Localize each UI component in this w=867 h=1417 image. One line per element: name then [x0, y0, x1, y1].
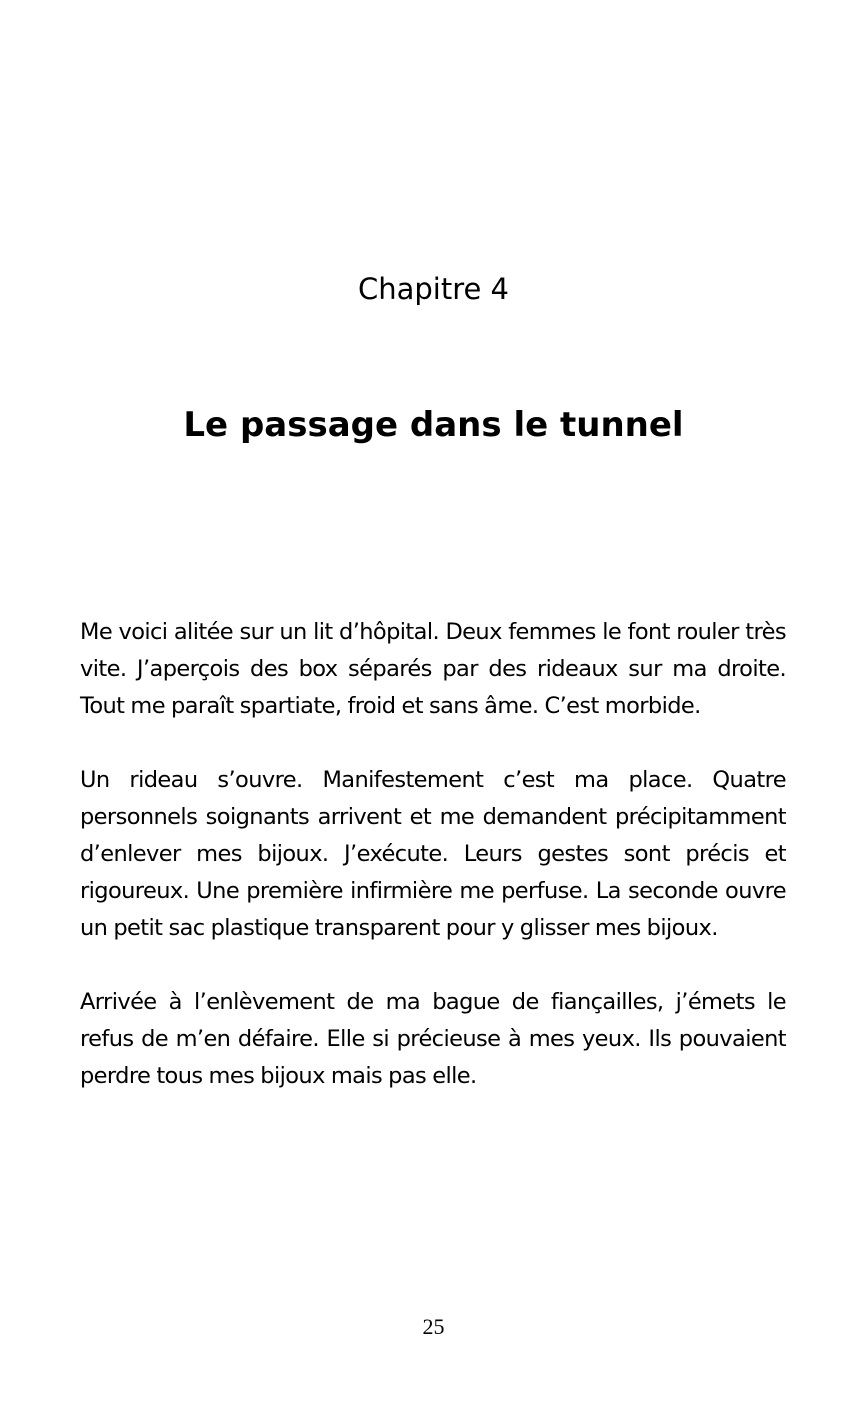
- paragraph-3: Arrivée à l’enlèvement de ma bague de fiançailles, j’émets le refus de m’en défaire. Elle si précieuse à mes yeux. Ils pouvaient perdre tous mes bijoux mais pas elle.: [80, 989, 786, 1089]
- page-number: 25: [422, 1314, 445, 1339]
- chapter-body: [80, 614, 786, 1132]
- chapter-title: Le passage dans le tunnel: [183, 405, 684, 445]
- paragraph-2: Un rideau s’ouvre. Manifestement c’est ma place. Quatre personnels soignants arrivent et me demandent précipitamment d’enlever mes bijoux. J’exécute. Leurs gestes sont précis et rigoureux. Une première infirmière me perfuse. La seconde ouvre un petit sac plastique transparent pour y glisser mes bijoux.: [80, 767, 786, 941]
- chapter-label: Chapitre 4: [357, 272, 510, 306]
- paragraph-1: Me voici alitée sur un lit d’hôpital. Deux femmes le font rouler très vite. J’aperçois des box séparés par des rideaux sur ma droite. Tout me paraît spartiate, froid et sans âme. C’est morbide.: [80, 619, 786, 719]
